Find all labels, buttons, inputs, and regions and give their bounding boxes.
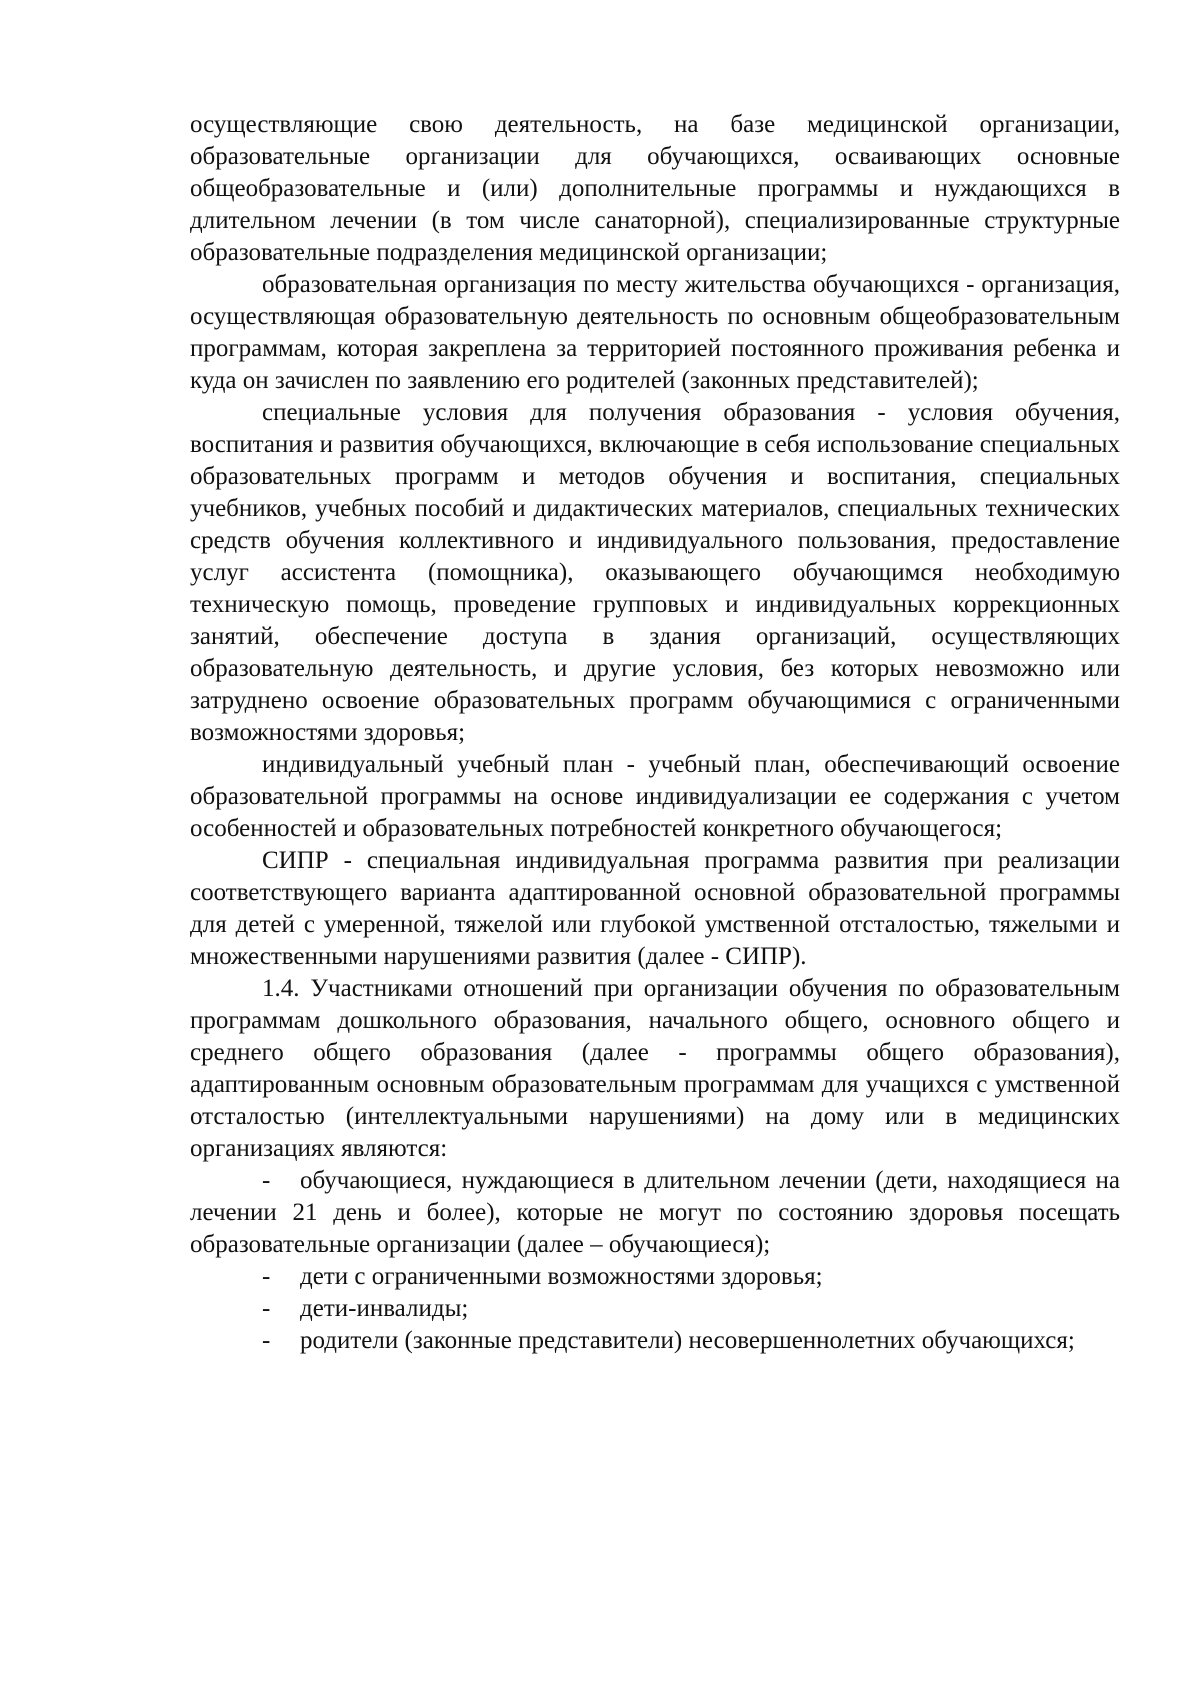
list-dash: - bbox=[262, 1263, 271, 1290]
list-item bbox=[190, 1165, 1120, 1261]
list-item bbox=[190, 1261, 1120, 1293]
list-dash: - bbox=[262, 1295, 271, 1322]
paragraph-sipr: СИПР - специальная индивидуальная программа развития при реализации соответствующего варианта адаптированной основной образовательной программы для детей с умеренной, тяжелой или глубокой умственной отсталостью, тяжелыми и множественными нарушениями развития (далее - СИПР). bbox=[190, 847, 1120, 970]
list-item bbox=[190, 1325, 1120, 1357]
paragraph-individual-plan: индивидуальный учебный план - учебный план, обеспечивающий освоение образовательной программы на основе индивидуализации ее содержания с учетом особенностей и образовательных потребностей конкретного обучающегося; bbox=[190, 751, 1120, 842]
paragraph-participants: 1.4. Участниками отношений при организации обучения по образовательным программам дошкольного образования, начального общего, основного общего и среднего общего образования (далее - программы общего образования), адаптированным основным образовательным программам для учащихся с умственной отсталостью (интеллектуальными нарушениями) на дому или в медицинских организациях являются: bbox=[190, 975, 1120, 1162]
list-item-text: дети-инвалиды; bbox=[300, 1295, 469, 1322]
document-page bbox=[190, 109, 1120, 1357]
list-item-text: родители (законные представители) несовершеннолетних обучающихся; bbox=[300, 1327, 1075, 1354]
list-item bbox=[190, 1293, 1120, 1325]
paragraph-residence-organization: образовательная организация по месту жительства обучающихся - организация, осуществляющая образовательную деятельность по основным общеобразовательным программам, которая закреплена за территорией постоянного проживания ребенка и куда он зачислен по заявлению его родителей (законных представителей); bbox=[190, 271, 1120, 394]
list-item-text: обучающиеся, нуждающиеся в длительном лечении (дети, находящиеся на лечении 21 день и более), которые не могут по состоянию здоровья посещать образовательные организации (далее – обучающиеся); bbox=[190, 1167, 1120, 1258]
list-item-text: дети с ограниченными возможностями здоровья; bbox=[300, 1263, 823, 1290]
paragraph-continuation: осуществляющие свою деятельность, на базе медицинской организации, образовательные организации для обучающихся, осваивающих основные общеобразовательные и (или) дополнительные программы и нуждающихся в длительном лечении (в том числе санаторной), специализированные структурные образовательные подразделения медицинской организации; bbox=[190, 111, 1120, 266]
paragraph-special-conditions: специальные условия для получения образования - условия обучения, воспитания и развития обучающихся, включающие в себя использование специальных образовательных программ и методов обучения и воспитания, специальных учебников, учебных пособий и дидактических материалов, специальных технических средств обучения коллективного и индивидуального пользования, предоставление услуг ассистента (помощника), оказывающего обучающимся необходимую техническую помощь, проведение групповых и индивидуальных коррекционных занятий, обеспечение доступа в здания организаций, осуществляющих образовательную деятельность, и другие условия, без которых невозможно или затруднено освоение образовательных программ обучающимися с ограниченными возможностями здоровья; bbox=[190, 399, 1120, 746]
list-dash: - bbox=[262, 1327, 271, 1354]
list-dash: - bbox=[262, 1167, 271, 1194]
